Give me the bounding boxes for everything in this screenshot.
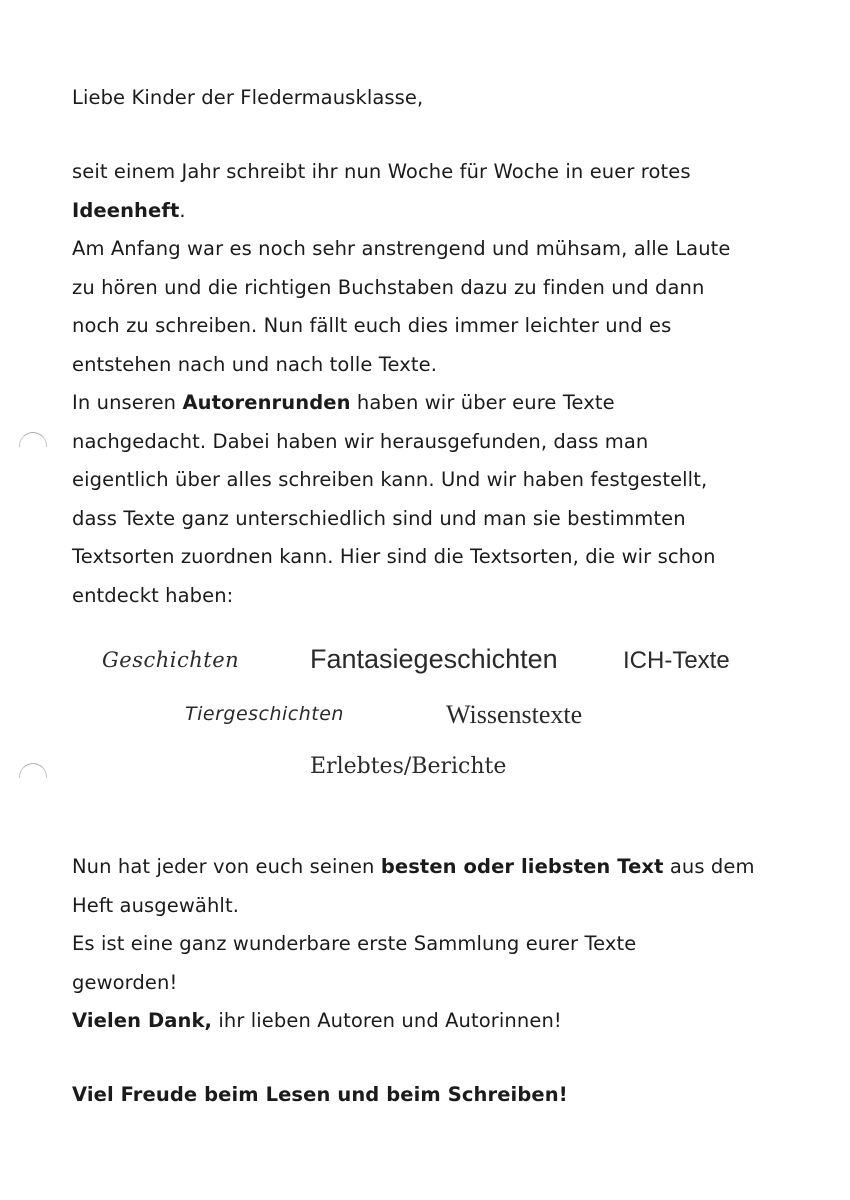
intro-line-4: zu hören und die richtigen Buchstaben dazu zu finden und dann bbox=[72, 275, 705, 299]
intro-line-3: Am Anfang war es noch sehr anstrengend und mühsam, alle Laute bbox=[72, 237, 731, 260]
genre-geschichten: Geschichten bbox=[102, 648, 240, 672]
selection-line-5 bbox=[72, 1002, 792, 1041]
selection-line-3: Es ist eine ganz wunderbare erste Sammlung eurer Texte bbox=[72, 932, 637, 955]
intro-line-2-rest: . bbox=[179, 198, 186, 222]
greeting-line: Liebe Kinder der Fledermausklasse, bbox=[72, 86, 424, 109]
ideenheft-bold: Ideenheft bbox=[72, 198, 180, 222]
genre-ich-texte: ICH-Texte bbox=[623, 647, 730, 674]
paragraph-intro bbox=[72, 153, 792, 615]
intro-line-9: eigentlich über alles schreiben kann. Und wir haben festgestellt, bbox=[72, 468, 708, 491]
intro-line-11: Textsorten zuordnen kann. Hier sind die Textsorten, die wir schon bbox=[72, 545, 716, 568]
intro-line-8: nachgedacht. Dabei haben wir herausgefunden, dass man bbox=[72, 429, 649, 453]
intro-line-7-post: haben wir über eure Texte bbox=[350, 391, 615, 414]
besten-text-bold: besten oder liebsten Text bbox=[380, 855, 664, 878]
punch-hole-mark bbox=[19, 432, 47, 447]
paragraph-selection bbox=[72, 848, 792, 1041]
selection-line-1 bbox=[72, 848, 792, 887]
intro-line-10: dass Texte ganz unterschiedlich sind und man sie bestimmten bbox=[72, 506, 686, 530]
closing bbox=[72, 1076, 792, 1115]
intro-line-7-pre: In unseren bbox=[72, 391, 183, 414]
intro-line-6: entstehen nach und nach tolle Texte. bbox=[72, 352, 438, 376]
vielen-dank-bold: Vielen Dank, bbox=[72, 1009, 213, 1032]
greeting bbox=[72, 79, 792, 118]
intro-line-12: entdeckt haben: bbox=[72, 583, 234, 607]
selection-line-4: geworden! bbox=[72, 970, 178, 994]
autorenrunden-bold: Autorenrunden bbox=[182, 391, 351, 414]
genre-fantasiegeschichten: Fantasiegeschichten bbox=[310, 644, 558, 674]
genre-wissenstexte: Wissenstexte bbox=[446, 700, 583, 729]
selection-line-1-post: aus dem bbox=[663, 855, 755, 878]
intro-line-1: seit einem Jahr schreibt ihr nun Woche für Woche in euer rotes bbox=[72, 160, 691, 183]
closing-line: Viel Freude beim Lesen und beim Schreiben! bbox=[72, 1083, 568, 1106]
selection-line-1-pre: Nun hat jeder von euch seinen bbox=[72, 855, 381, 878]
intro-line-7 bbox=[72, 384, 792, 423]
intro-line-5: noch zu schreiben. Nun fällt euch dies immer leichter und es bbox=[72, 314, 672, 337]
genre-erlebtes-berichte: Erlebtes/Berichte bbox=[310, 754, 507, 779]
punch-hole-mark bbox=[19, 763, 47, 778]
selection-line-2: Heft ausgewählt. bbox=[72, 893, 239, 917]
genre-tiergeschichten: Tiergeschichten bbox=[185, 703, 344, 725]
selection-line-5-post: ihr lieben Autoren und Autorinnen! bbox=[212, 1009, 562, 1032]
intro-line-2 bbox=[72, 192, 792, 231]
